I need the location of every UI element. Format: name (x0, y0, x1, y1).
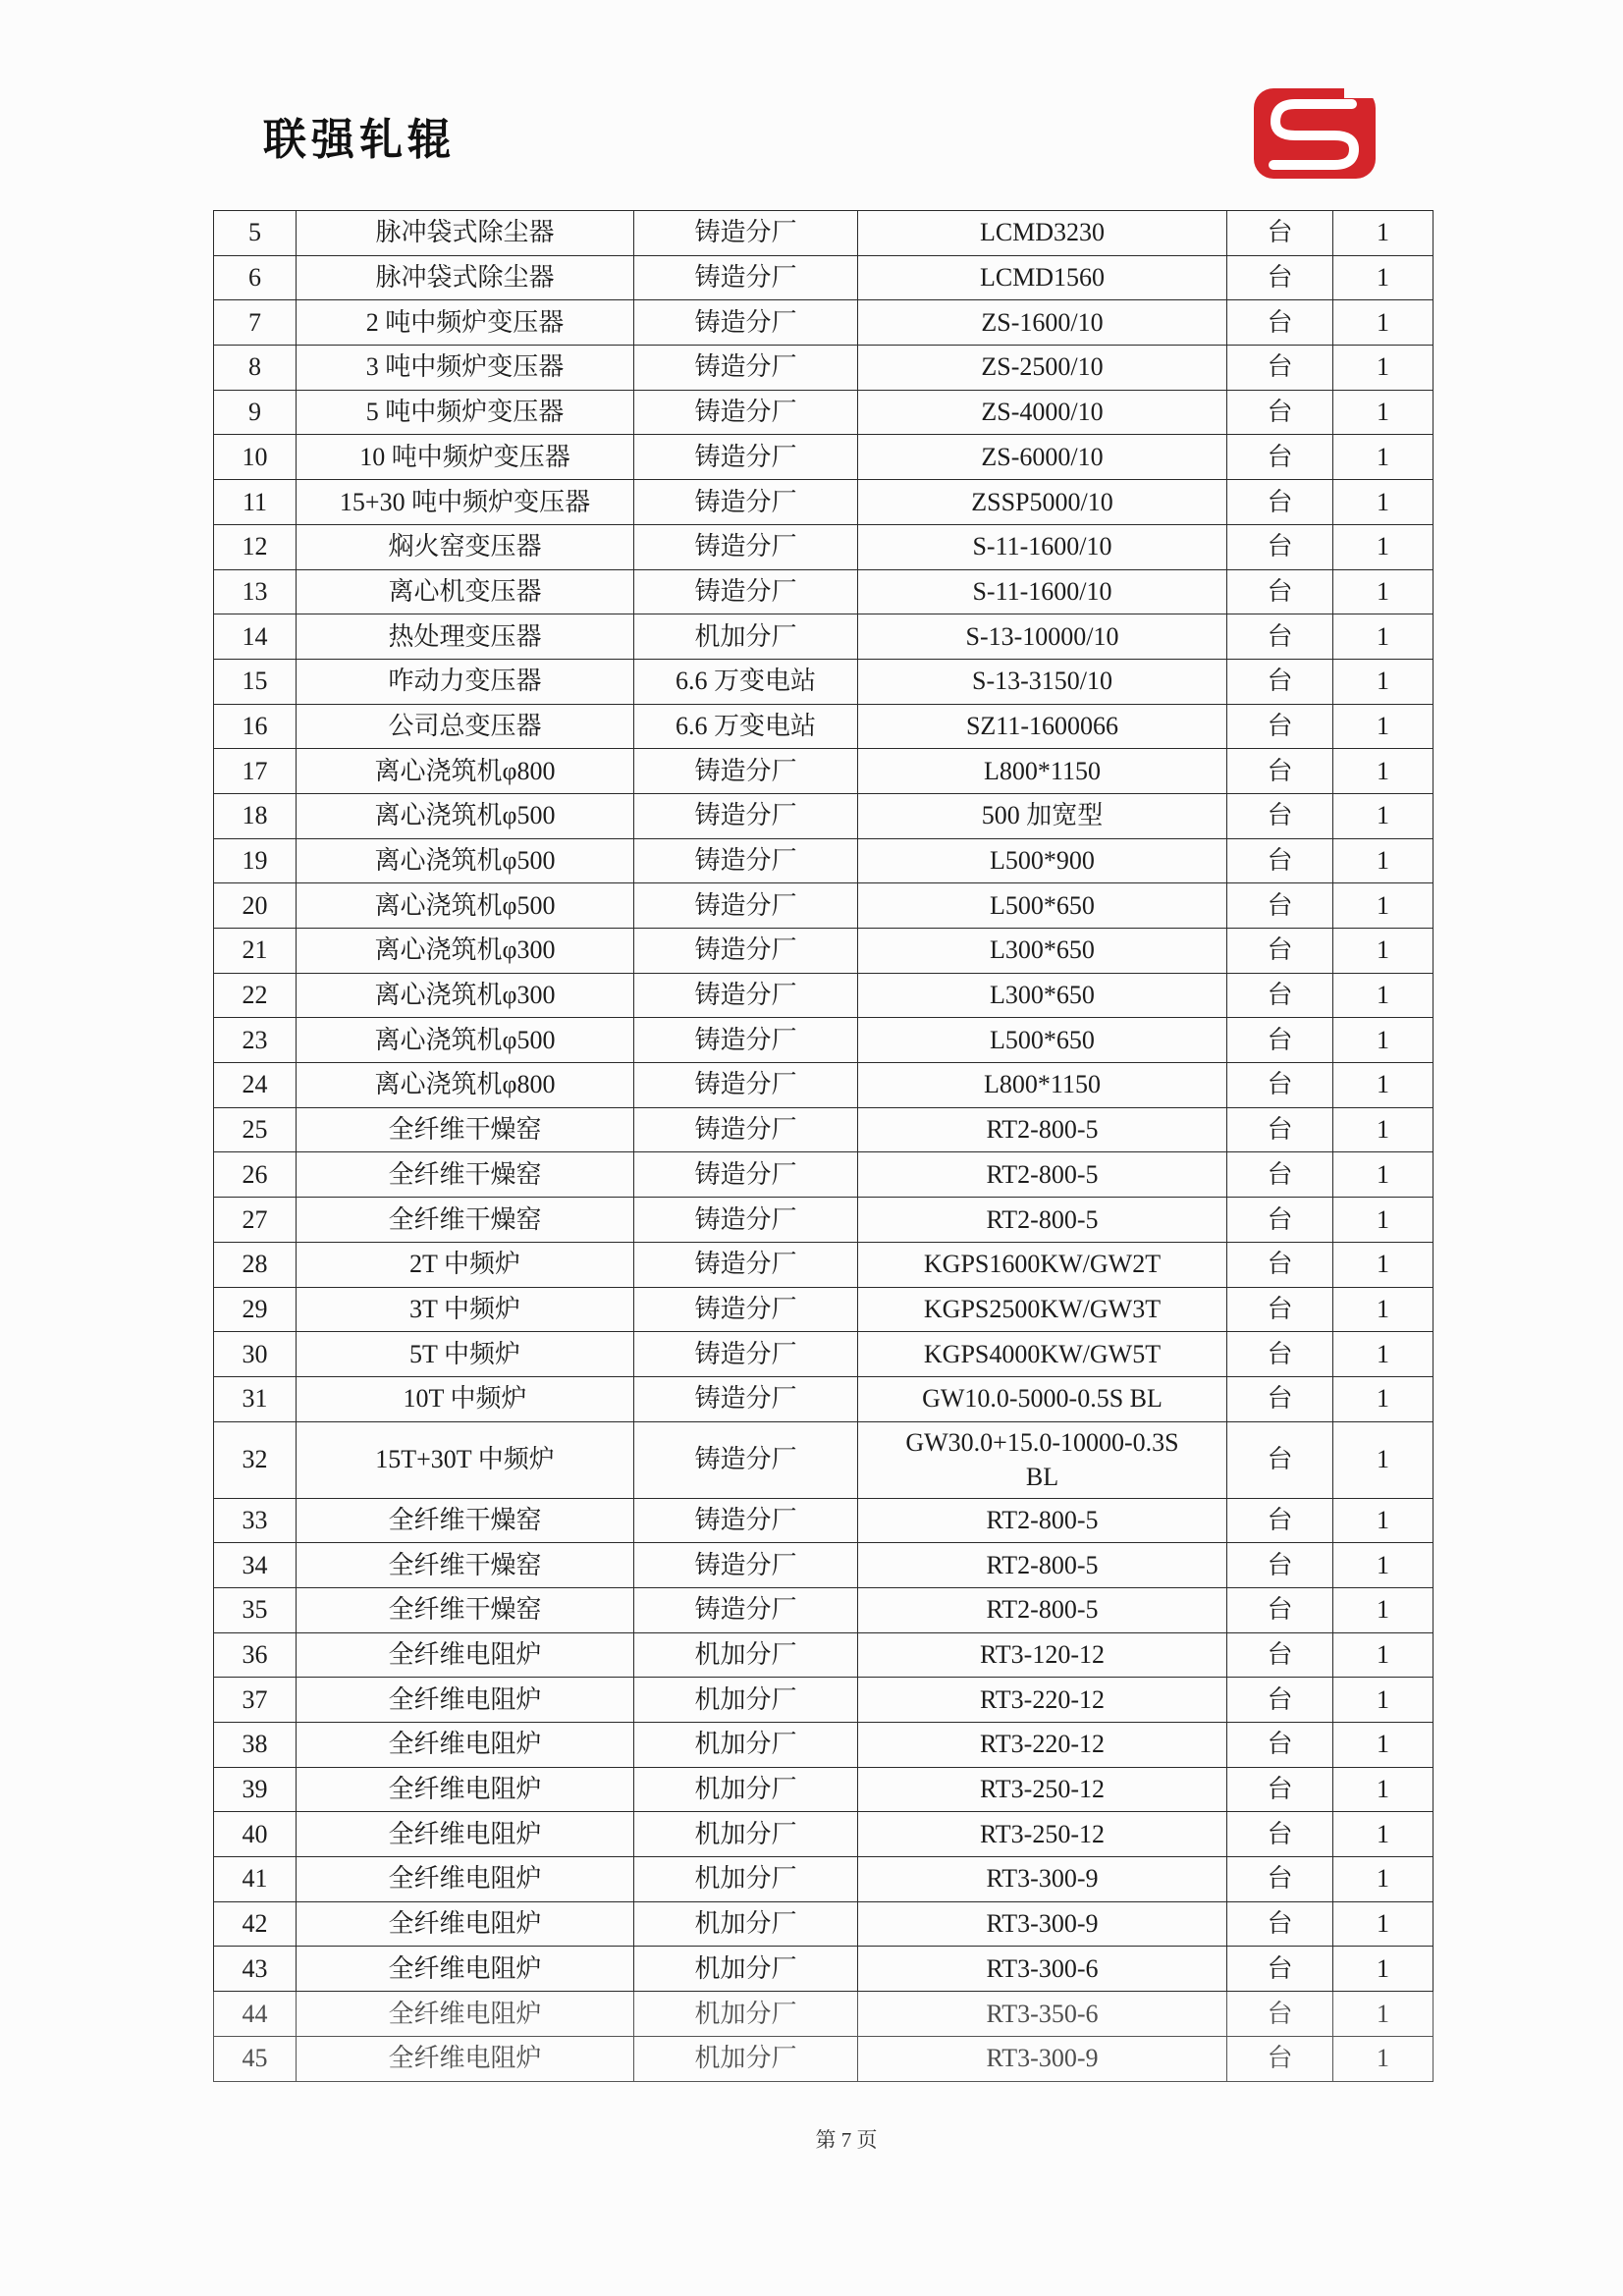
row-number: 39 (214, 1767, 297, 1812)
quantity: 1 (1333, 569, 1434, 614)
equipment-table (213, 210, 1434, 2082)
unit: 台 (1227, 1498, 1333, 1543)
table-row (214, 1992, 1434, 2037)
model: RT3-300-9 (858, 1857, 1227, 1902)
quantity: 1 (1333, 1678, 1434, 1723)
department: 铸造分厂 (634, 1242, 858, 1287)
unit: 台 (1227, 659, 1333, 704)
quantity: 1 (1333, 1421, 1434, 1498)
quantity: 1 (1333, 390, 1434, 435)
model: S-11-1600/10 (858, 524, 1227, 569)
equipment-name: 热处理变压器 (297, 614, 634, 660)
quantity: 1 (1333, 1901, 1434, 1947)
department: 铸造分厂 (634, 1063, 858, 1108)
quantity: 1 (1333, 1812, 1434, 1857)
table-row (214, 1287, 1434, 1332)
model: RT3-300-9 (858, 2036, 1227, 2081)
quantity: 1 (1333, 749, 1434, 794)
department: 铸造分厂 (634, 838, 858, 883)
unit: 台 (1227, 524, 1333, 569)
row-number: 42 (214, 1901, 297, 1947)
unit: 台 (1227, 1857, 1333, 1902)
model: RT2-800-5 (858, 1543, 1227, 1588)
model: ZS-4000/10 (858, 390, 1227, 435)
department: 铸造分厂 (634, 435, 858, 480)
row-number: 43 (214, 1947, 297, 1992)
quantity: 1 (1333, 1723, 1434, 1768)
department: 机加分厂 (634, 1812, 858, 1857)
table-row (214, 1498, 1434, 1543)
model: RT2-800-5 (858, 1152, 1227, 1198)
department: 铸造分厂 (634, 1152, 858, 1198)
department: 铸造分厂 (634, 1332, 858, 1377)
table-row (214, 390, 1434, 435)
quantity: 1 (1333, 973, 1434, 1018)
quantity: 1 (1333, 1587, 1434, 1632)
department: 铸造分厂 (634, 524, 858, 569)
table-row (214, 346, 1434, 391)
equipment-name: 全纤维干燥窑 (297, 1107, 634, 1152)
row-number: 13 (214, 569, 297, 614)
department: 铸造分厂 (634, 1018, 858, 1063)
department: 铸造分厂 (634, 1198, 858, 1243)
model: KGPS4000KW/GW5T (858, 1332, 1227, 1377)
page-number: 第 7 页 (815, 2128, 878, 2152)
unit: 台 (1227, 704, 1333, 749)
model: GW30.0+15.0-10000-0.3S BL (858, 1421, 1227, 1498)
equipment-name: 10 吨中频炉变压器 (297, 435, 634, 480)
unit: 台 (1227, 1421, 1333, 1498)
model: KGPS2500KW/GW3T (858, 1287, 1227, 1332)
unit: 台 (1227, 1332, 1333, 1377)
unit: 台 (1227, 1376, 1333, 1421)
quantity: 1 (1333, 255, 1434, 300)
quantity: 1 (1333, 1107, 1434, 1152)
row-number: 18 (214, 793, 297, 838)
unit: 台 (1227, 929, 1333, 974)
table-row (214, 1901, 1434, 1947)
quantity: 1 (1333, 1376, 1434, 1421)
model: L800*1150 (858, 749, 1227, 794)
quantity: 1 (1333, 614, 1434, 660)
unit: 台 (1227, 1812, 1333, 1857)
department: 铸造分厂 (634, 1287, 858, 1332)
model: RT3-300-9 (858, 1901, 1227, 1947)
department: 铸造分厂 (634, 929, 858, 974)
quantity: 1 (1333, 929, 1434, 974)
row-number: 26 (214, 1152, 297, 1198)
quantity: 1 (1333, 346, 1434, 391)
unit: 台 (1227, 614, 1333, 660)
unit: 台 (1227, 1767, 1333, 1812)
table-row (214, 569, 1434, 614)
model: ZS-1600/10 (858, 300, 1227, 346)
quantity: 1 (1333, 480, 1434, 525)
model: S-13-10000/10 (858, 614, 1227, 660)
table-row (214, 1587, 1434, 1632)
row-number: 35 (214, 1587, 297, 1632)
model: L500*900 (858, 838, 1227, 883)
equipment-name: 全纤维电阻炉 (297, 1812, 634, 1857)
department: 铸造分厂 (634, 1498, 858, 1543)
equipment-name: 焖火窑变压器 (297, 524, 634, 569)
table-row (214, 1063, 1434, 1108)
table-row (214, 749, 1434, 794)
quantity: 1 (1333, 1018, 1434, 1063)
equipment-name: 全纤维电阻炉 (297, 1901, 634, 1947)
equipment-name: 离心浇筑机φ800 (297, 1063, 634, 1108)
table-row (214, 1812, 1434, 1857)
department: 铸造分厂 (634, 1107, 858, 1152)
equipment-name: 离心浇筑机φ500 (297, 838, 634, 883)
department: 铸造分厂 (634, 480, 858, 525)
unit: 台 (1227, 1107, 1333, 1152)
model: SZ11-1600066 (858, 704, 1227, 749)
model: ZS-6000/10 (858, 435, 1227, 480)
row-number: 28 (214, 1242, 297, 1287)
department: 铸造分厂 (634, 211, 858, 256)
quantity: 1 (1333, 1063, 1434, 1108)
department: 机加分厂 (634, 614, 858, 660)
row-number: 34 (214, 1543, 297, 1588)
row-number: 6 (214, 255, 297, 300)
table-row (214, 1947, 1434, 1992)
department: 机加分厂 (634, 2036, 858, 2081)
table-row (214, 1332, 1434, 1377)
quantity: 1 (1333, 1152, 1434, 1198)
quantity: 1 (1333, 1767, 1434, 1812)
table-row (214, 1152, 1434, 1198)
model: RT3-120-12 (858, 1632, 1227, 1678)
equipment-name: 公司总变压器 (297, 704, 634, 749)
model: L500*650 (858, 883, 1227, 929)
department: 铸造分厂 (634, 569, 858, 614)
equipment-name: 3T 中频炉 (297, 1287, 634, 1332)
quantity: 1 (1333, 1242, 1434, 1287)
table-row (214, 524, 1434, 569)
unit: 台 (1227, 1723, 1333, 1768)
equipment-name: 离心机变压器 (297, 569, 634, 614)
unit: 台 (1227, 1901, 1333, 1947)
equipment-name: 10T 中频炉 (297, 1376, 634, 1421)
department: 铸造分厂 (634, 300, 858, 346)
unit: 台 (1227, 793, 1333, 838)
row-number: 41 (214, 1857, 297, 1902)
equipment-name: 离心浇筑机φ300 (297, 929, 634, 974)
quantity: 1 (1333, 1632, 1434, 1678)
equipment-name: 全纤维电阻炉 (297, 1678, 634, 1723)
model: RT3-220-12 (858, 1678, 1227, 1723)
equipment-name: 全纤维电阻炉 (297, 1857, 634, 1902)
department: 机加分厂 (634, 1857, 858, 1902)
table-row (214, 1018, 1434, 1063)
unit: 台 (1227, 1678, 1333, 1723)
quantity: 1 (1333, 838, 1434, 883)
model: LCMD3230 (858, 211, 1227, 256)
row-number: 30 (214, 1332, 297, 1377)
department: 铸造分厂 (634, 1587, 858, 1632)
quantity: 1 (1333, 1198, 1434, 1243)
model: RT2-800-5 (858, 1107, 1227, 1152)
row-number: 16 (214, 704, 297, 749)
quantity: 1 (1333, 211, 1434, 256)
equipment-name: 全纤维电阻炉 (297, 1767, 634, 1812)
table-row (214, 1723, 1434, 1768)
company-name: 联强轧辊 (263, 115, 456, 165)
unit: 台 (1227, 883, 1333, 929)
table-row (214, 1632, 1434, 1678)
row-number: 12 (214, 524, 297, 569)
unit: 台 (1227, 569, 1333, 614)
table-row (214, 1857, 1434, 1902)
row-number: 33 (214, 1498, 297, 1543)
equipment-name: 15T+30T 中频炉 (297, 1421, 634, 1498)
row-number: 20 (214, 883, 297, 929)
row-number: 27 (214, 1198, 297, 1243)
unit: 台 (1227, 1242, 1333, 1287)
model: L300*650 (858, 929, 1227, 974)
unit: 台 (1227, 1543, 1333, 1588)
model: L300*650 (858, 973, 1227, 1018)
quantity: 1 (1333, 1287, 1434, 1332)
equipment-name: 离心浇筑机φ800 (297, 749, 634, 794)
row-number: 24 (214, 1063, 297, 1108)
department: 铸造分厂 (634, 1543, 858, 1588)
table-row (214, 480, 1434, 525)
model: RT3-250-12 (858, 1812, 1227, 1857)
unit: 台 (1227, 973, 1333, 1018)
model: KGPS1600KW/GW2T (858, 1242, 1227, 1287)
model: RT3-250-12 (858, 1767, 1227, 1812)
quantity: 1 (1333, 1947, 1434, 1992)
model: LCMD1560 (858, 255, 1227, 300)
model: RT3-350-6 (858, 1992, 1227, 2037)
equipment-name: 5T 中频炉 (297, 1332, 634, 1377)
unit: 台 (1227, 838, 1333, 883)
department: 铸造分厂 (634, 346, 858, 391)
department: 铸造分厂 (634, 973, 858, 1018)
department: 机加分厂 (634, 1632, 858, 1678)
model: RT2-800-5 (858, 1498, 1227, 1543)
unit: 台 (1227, 1947, 1333, 1992)
department: 铸造分厂 (634, 793, 858, 838)
model: RT3-300-6 (858, 1947, 1227, 1992)
table-row (214, 614, 1434, 660)
quantity: 1 (1333, 704, 1434, 749)
row-number: 44 (214, 1992, 297, 2037)
row-number: 11 (214, 480, 297, 525)
table-row (214, 704, 1434, 749)
model: RT3-220-12 (858, 1723, 1227, 1768)
quantity: 1 (1333, 2036, 1434, 2081)
model: S-11-1600/10 (858, 569, 1227, 614)
table-row (214, 929, 1434, 974)
table-row (214, 1107, 1434, 1152)
unit: 台 (1227, 211, 1333, 256)
unit: 台 (1227, 749, 1333, 794)
equipment-name: 2 吨中频炉变压器 (297, 300, 634, 346)
row-number: 7 (214, 300, 297, 346)
table-row (214, 435, 1434, 480)
row-number: 32 (214, 1421, 297, 1498)
model: L800*1150 (858, 1063, 1227, 1108)
unit: 台 (1227, 1152, 1333, 1198)
equipment-name: 全纤维干燥窑 (297, 1587, 634, 1632)
unit: 台 (1227, 346, 1333, 391)
row-number: 15 (214, 659, 297, 704)
quantity: 1 (1333, 1857, 1434, 1902)
equipment-name: 全纤维电阻炉 (297, 2036, 634, 2081)
unit: 台 (1227, 1587, 1333, 1632)
table-row (214, 2036, 1434, 2081)
equipment-name: 离心浇筑机φ500 (297, 883, 634, 929)
unit: 台 (1227, 1018, 1333, 1063)
equipment-name: 离心浇筑机φ500 (297, 793, 634, 838)
department: 6.6 万变电站 (634, 659, 858, 704)
table-row (214, 211, 1434, 256)
row-number: 9 (214, 390, 297, 435)
table-row (214, 255, 1434, 300)
row-number: 45 (214, 2036, 297, 2081)
unit: 台 (1227, 1632, 1333, 1678)
quantity: 1 (1333, 659, 1434, 704)
table-row (214, 1198, 1434, 1243)
equipment-name: 离心浇筑机φ500 (297, 1018, 634, 1063)
model: L500*650 (858, 1018, 1227, 1063)
model: S-13-3150/10 (858, 659, 1227, 704)
department: 机加分厂 (634, 1992, 858, 2037)
quantity: 1 (1333, 793, 1434, 838)
department: 机加分厂 (634, 1947, 858, 1992)
model: ZSSP5000/10 (858, 480, 1227, 525)
row-number: 25 (214, 1107, 297, 1152)
department: 铸造分厂 (634, 883, 858, 929)
table-row (214, 973, 1434, 1018)
table-row (214, 1543, 1434, 1588)
department: 机加分厂 (634, 1723, 858, 1768)
row-number: 22 (214, 973, 297, 1018)
equipment-name: 3 吨中频炉变压器 (297, 346, 634, 391)
row-number: 21 (214, 929, 297, 974)
row-number: 40 (214, 1812, 297, 1857)
equipment-name: 咋动力变压器 (297, 659, 634, 704)
model: RT2-800-5 (858, 1198, 1227, 1243)
quantity: 1 (1333, 883, 1434, 929)
department: 铸造分厂 (634, 1421, 858, 1498)
equipment-name: 全纤维电阻炉 (297, 1632, 634, 1678)
equipment-name: 脉冲袋式除尘器 (297, 211, 634, 256)
unit: 台 (1227, 480, 1333, 525)
quantity: 1 (1333, 300, 1434, 346)
model: RT2-800-5 (858, 1587, 1227, 1632)
department: 6.6 万变电站 (634, 704, 858, 749)
model: GW10.0-5000-0.5S BL (858, 1376, 1227, 1421)
equipment-name: 全纤维电阻炉 (297, 1992, 634, 2037)
quantity: 1 (1333, 1332, 1434, 1377)
equipment-name: 全纤维干燥窑 (297, 1543, 634, 1588)
unit: 台 (1227, 390, 1333, 435)
equipment-name: 脉冲袋式除尘器 (297, 255, 634, 300)
table-row (214, 1678, 1434, 1723)
row-number: 10 (214, 435, 297, 480)
unit: 台 (1227, 1198, 1333, 1243)
table-row (214, 793, 1434, 838)
equipment-name: 全纤维干燥窑 (297, 1498, 634, 1543)
unit: 台 (1227, 1992, 1333, 2037)
row-number: 38 (214, 1723, 297, 1768)
equipment-name: 5 吨中频炉变压器 (297, 390, 634, 435)
unit: 台 (1227, 300, 1333, 346)
equipment-name: 离心浇筑机φ300 (297, 973, 634, 1018)
unit: 台 (1227, 1063, 1333, 1108)
table-row (214, 1376, 1434, 1421)
row-number: 37 (214, 1678, 297, 1723)
quantity: 1 (1333, 1543, 1434, 1588)
quantity: 1 (1333, 435, 1434, 480)
row-number: 23 (214, 1018, 297, 1063)
company-logo-icon (1250, 84, 1380, 183)
table-row (214, 1767, 1434, 1812)
row-number: 5 (214, 211, 297, 256)
table-row (214, 1242, 1434, 1287)
model: ZS-2500/10 (858, 346, 1227, 391)
row-number: 36 (214, 1632, 297, 1678)
equipment-name: 全纤维电阻炉 (297, 1947, 634, 1992)
unit: 台 (1227, 255, 1333, 300)
department: 机加分厂 (634, 1678, 858, 1723)
row-number: 17 (214, 749, 297, 794)
department: 机加分厂 (634, 1901, 858, 1947)
equipment-name: 2T 中频炉 (297, 1242, 634, 1287)
unit: 台 (1227, 2036, 1333, 2081)
department: 铸造分厂 (634, 255, 858, 300)
row-number: 31 (214, 1376, 297, 1421)
row-number: 8 (214, 346, 297, 391)
department: 铸造分厂 (634, 1376, 858, 1421)
row-number: 19 (214, 838, 297, 883)
unit: 台 (1227, 435, 1333, 480)
quantity: 1 (1333, 1498, 1434, 1543)
table-row (214, 883, 1434, 929)
model: 500 加宽型 (858, 793, 1227, 838)
equipment-name: 全纤维干燥窑 (297, 1152, 634, 1198)
department: 机加分厂 (634, 1767, 858, 1812)
table-row (214, 300, 1434, 346)
department: 铸造分厂 (634, 749, 858, 794)
table-row (214, 659, 1434, 704)
equipment-name: 15+30 吨中频炉变压器 (297, 480, 634, 525)
table-row (214, 1421, 1434, 1498)
quantity: 1 (1333, 524, 1434, 569)
department: 铸造分厂 (634, 390, 858, 435)
row-number: 29 (214, 1287, 297, 1332)
table-row (214, 838, 1434, 883)
row-number: 14 (214, 614, 297, 660)
quantity: 1 (1333, 1992, 1434, 2037)
equipment-name: 全纤维电阻炉 (297, 1723, 634, 1768)
equipment-name: 全纤维干燥窑 (297, 1198, 634, 1243)
unit: 台 (1227, 1287, 1333, 1332)
